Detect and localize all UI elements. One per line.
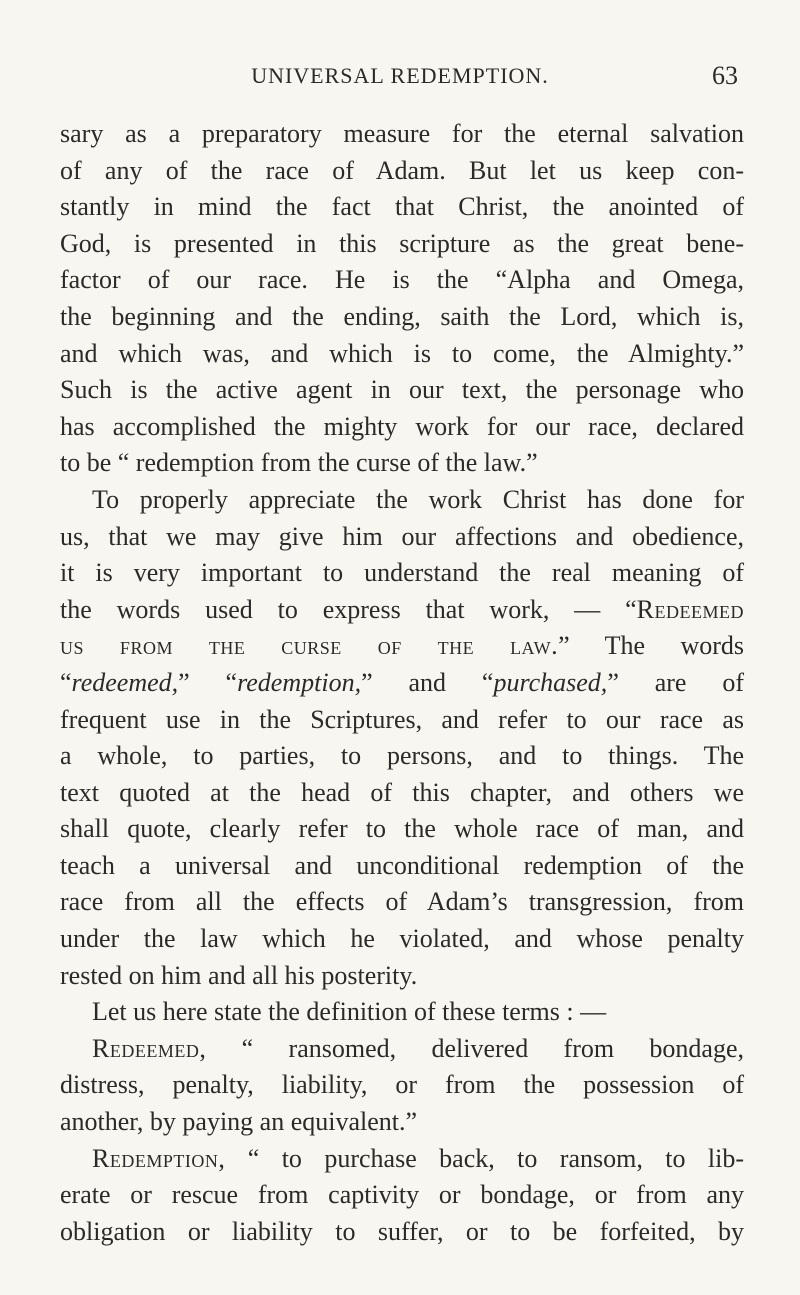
text-line: another, by paying an equivalent.” [60, 1107, 418, 1137]
text-line: teach a universal and unconditional redemption of the [60, 850, 744, 880]
text-line: frequent use in the Scriptures, and refer to our race as [60, 704, 744, 734]
running-head-title: UNIVERSAL REDEMPTION. [251, 63, 549, 88]
text-line: erate or rescue from captivity or bondage, or from any [60, 1180, 744, 1210]
text-line: shall quote, clearly refer to the whole race of man, and [60, 814, 744, 844]
text-run: ” and “ [361, 667, 494, 697]
paragraph-start: Let us here state the definition of these terms : — [92, 997, 607, 1027]
text-run: ” The words [558, 631, 744, 661]
italic-term: redeemed, [71, 667, 179, 697]
italic-term: purchased, [493, 667, 608, 697]
text-line [60, 665, 744, 702]
text-line: factor of our race. He is the “Alpha and Omega, [60, 265, 744, 295]
definition-redemption [60, 1141, 744, 1178]
paragraph-start: To properly appreciate the work Christ has done for [92, 484, 744, 514]
text-line: the beginning and the ending, saith the Lord, which is, [60, 301, 744, 331]
text-line: stantly in mind the fact that Christ, the anointed of [60, 192, 744, 222]
text-line: obligation or liability to suffer, or to be forfeited, by [60, 1216, 744, 1246]
page-number: 63 [712, 61, 738, 90]
text-line: it is very important to understand the real meaning of [60, 558, 744, 588]
definition-redeemed [60, 1031, 744, 1068]
text-line: to be “ redemption from the curse of the law.” [60, 448, 538, 478]
text-line: God, is presented in this scripture as the great bene- [60, 228, 744, 258]
text-line: has accomplished the mighty work for our race, declared [60, 411, 744, 441]
text-line: race from all the effects of Adam’s transgression, from [60, 887, 744, 917]
definition-text: “ ransomed, delivered from bondage, [206, 1033, 744, 1063]
small-caps-phrase: Redeemed [636, 594, 744, 624]
text-line: a whole, to parties, to persons, and to things. The [60, 741, 744, 771]
small-caps-phrase: us from the curse of the law. [60, 631, 559, 661]
text-line: under the law which he violated, and whose penalty [60, 924, 744, 954]
text-run: ” are of [607, 667, 744, 697]
text-line: sary as a preparatory measure for the eternal salvation [60, 119, 744, 148]
text-run: the words used to express that work, — “ [60, 594, 637, 624]
text-line: text quoted at the head of this chapter, and others we [60, 777, 744, 807]
text-line: of any of the race of Adam. But let us keep con- [60, 155, 744, 185]
definition-term: Redeemed, [92, 1033, 207, 1063]
text-line [60, 628, 744, 665]
text-line: Such is the active agent in our text, the personage who [60, 375, 744, 405]
text-line: distress, penalty, liability, or from the possession of [60, 1070, 744, 1100]
text-line: and which was, and which is to come, the Almighty.” [60, 338, 744, 368]
definition-text: “ to purchase back, to ransom, to lib- [225, 1143, 744, 1173]
italic-term: redemption, [237, 667, 362, 697]
text-line: rested on him and all his posterity. [60, 960, 418, 990]
text-run: “ [60, 667, 72, 697]
body-text [60, 116, 744, 1250]
running-head [0, 56, 800, 96]
text-line [60, 592, 744, 629]
text-run: ” “ [178, 667, 238, 697]
definition-term: Redemption, [92, 1143, 226, 1173]
text-line: us, that we may give him our affections and obedience, [60, 521, 744, 551]
